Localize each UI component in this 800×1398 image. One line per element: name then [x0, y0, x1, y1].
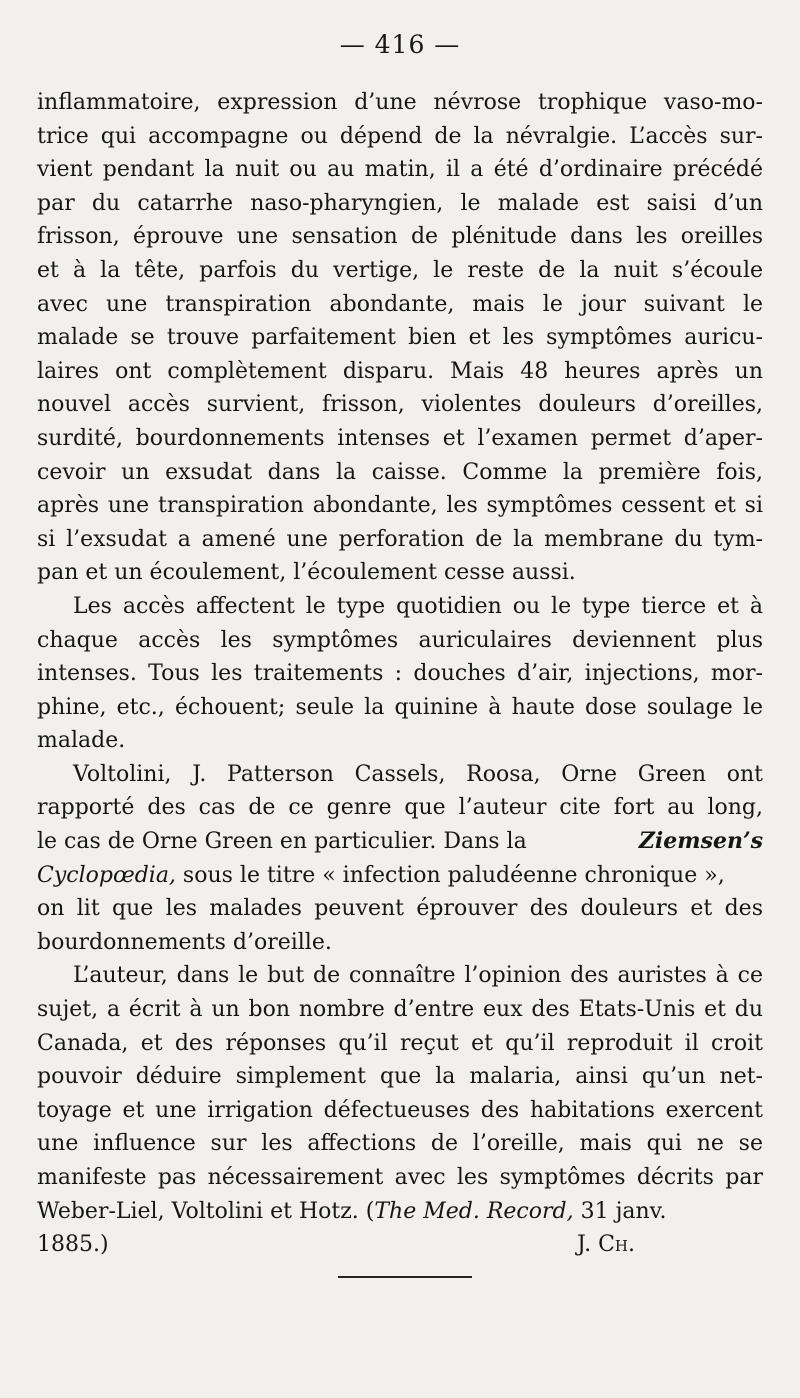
text-line: Les accès affectent le type quotidien ou le type tierce et à	[73, 593, 763, 619]
author-signature: J. Ch.	[577, 1232, 636, 1258]
end-rule	[338, 1276, 472, 1278]
text-line: nouvel accès survient, frisson, violentes douleurs d’oreilles,	[37, 392, 763, 418]
text-line: L’auteur, dans le but de connaître l’opinion des auristes à ce	[73, 963, 763, 989]
text-line: pouvoir déduire simplement que la malaria, ainsi qu’un net-	[37, 1064, 763, 1090]
text-line: toyage et une irrigation défectueuses des habitations exercent	[37, 1097, 763, 1123]
text-line: après une transpiration abondante, les symptômes cessent et si	[37, 493, 763, 519]
text-line: frisson, éprouve une sensation de plénitude dans les oreilles	[37, 224, 763, 250]
text-line: phine, etc., échouent; seule la quinine à haute dose soulage le	[37, 694, 763, 720]
book-title-italic: Cyclopœdia,	[37, 862, 176, 888]
text-segment: 1885.)	[37, 1232, 109, 1258]
book-title-italic: Ziemsen’s	[638, 828, 763, 855]
text-line: une influence sur les affections de l’oreille, mais qui ne se	[37, 1131, 763, 1157]
text-line: malade.	[37, 728, 126, 754]
text-line: si l’exsudat a amené une perforation de la membrane du tym-	[37, 526, 763, 552]
text-line	[37, 859, 763, 893]
text-line: chaque accès les symptômes auriculaires deviennent plus	[37, 627, 763, 653]
article-text	[37, 86, 763, 1262]
text-line: inflammatoire, expression d’une névrose trophique vaso-mo-	[37, 90, 763, 115]
text-line: rapporté des cas de ce genre que l’auteur cite fort au long,	[37, 795, 763, 821]
text-line: sujet, a écrit à un bon nombre d’entre eux des Etats-Unis et du	[37, 997, 763, 1023]
text-line	[37, 1195, 763, 1229]
text-line: trice qui accompagne ou dépend de la névralgie. L’accès sur-	[37, 123, 763, 149]
text-line: Canada, et des réponses qu’il reçut et qu’il reproduit il croit	[37, 1030, 763, 1056]
page-number: — 416 —	[339, 30, 461, 59]
text-segment: le cas de Orne Green en particulier. Dans la	[37, 829, 527, 855]
journal-title-italic: The Med. Record,	[374, 1198, 574, 1224]
text-line: et à la tête, parfois du vertige, le reste de la nuit s’écoule	[37, 257, 763, 283]
text-line: pan et un écoulement, l’écoulement cesse aussi.	[37, 560, 576, 586]
text-line: on lit que les malades peuvent éprouver des douleurs et des	[37, 896, 763, 922]
text-line: malade se trouve parfaitement bien et les symptômes auricu-	[37, 325, 763, 351]
text-line: bourdonnements d’oreille.	[37, 929, 332, 955]
text-line: Voltolini, J. Patterson Cassels, Roosa, Orne Green ont	[73, 761, 763, 787]
text-line: laires ont complètement disparu. Mais 48 heures après un	[37, 358, 763, 384]
text-line	[37, 1228, 763, 1262]
text-line: manifeste pas nécessairement avec les symptômes décrits par	[37, 1165, 763, 1190]
text-line	[37, 825, 763, 859]
text-line: par du catarrhe naso-pharyngien, le malade est saisi d’un	[37, 190, 763, 216]
text-line: avec une transpiration abondante, mais le jour suivant le	[37, 291, 763, 317]
text-segment: 31 janv.	[573, 1198, 667, 1224]
text-segment: Weber-Liel, Voltolini et Hotz. (	[37, 1198, 375, 1224]
text-line: surdité, bourdonnements intenses et l’examen permet d’aper-	[37, 425, 763, 451]
text-line: vient pendant la nuit ou au matin, il a été d’ordinaire précédé	[37, 157, 763, 183]
text-line: intenses. Tous les traitements : douches d’air, injections, mor-	[37, 661, 763, 687]
text-segment: sous le titre « infection paludéenne chronique »,	[175, 862, 725, 888]
text-line: cevoir un exsudat dans la caisse. Comme la première fois,	[37, 459, 763, 485]
